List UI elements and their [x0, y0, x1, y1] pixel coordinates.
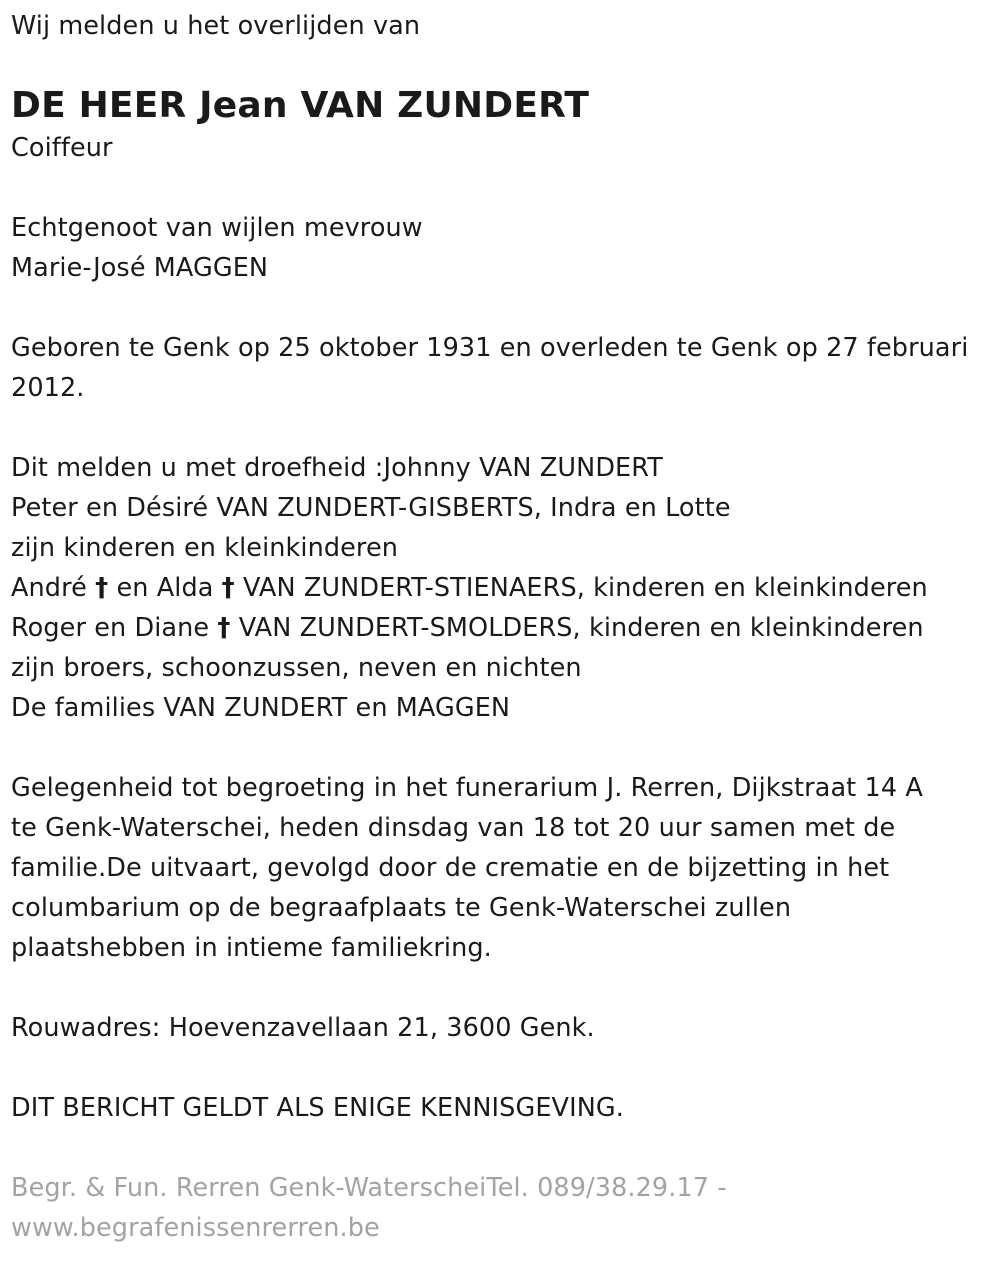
cross-icon: † [95, 573, 109, 603]
family-line-6: zijn broers, schoonzussen, neven en nichten [11, 653, 582, 683]
spacer [11, 288, 996, 328]
funeral-address: Rouwadres: Hoevenzavellaan 21, 3600 Genk. [11, 1013, 595, 1043]
family-line-3: zijn kinderen en kleinkinderen [11, 533, 398, 563]
family-line-4-part-2: en Alda [116, 573, 214, 603]
cross-icon: † [217, 613, 231, 643]
family-line-2: Peter en Désiré VAN ZUNDERT-GISBERTS, Indra en Lotte [11, 493, 731, 523]
deceased-name: DE HEER Jean VAN ZUNDERT [11, 85, 590, 126]
spacer [11, 728, 996, 768]
funeral-home-website: www.begrafenissenrerren.be [11, 1213, 380, 1243]
spacer [11, 1048, 996, 1088]
visitation-line-2: te Genk-Waterschei, heden dinsdag van 18 tot 20 uur samen met de [11, 813, 896, 843]
spacer [11, 1128, 996, 1168]
family-line-5 [11, 608, 996, 648]
cross-icon: † [221, 573, 235, 603]
family-line-4-part-3: VAN ZUNDERT-STIENAERS, kinderen en kleinkinderen [243, 573, 928, 603]
family-line-1: Dit melden u met droefheid :Johnny VAN ZUNDERT [11, 453, 663, 483]
birth-death-line-2: 2012. [11, 373, 85, 403]
notice-text: DIT BERICHT GELDT ALS ENIGE KENNISGEVING. [11, 1093, 624, 1123]
spouse-line-2: Marie-José MAGGEN [11, 253, 269, 283]
visitation-line-5: plaatshebben in intieme familiekring. [11, 933, 492, 963]
family-line-4 [11, 568, 996, 608]
spacer [11, 968, 996, 1008]
spacer [11, 408, 996, 448]
funeral-home-info: Begr. & Fun. Rerren Genk-WaterscheiTel. 089/38.29.17 - [11, 1173, 727, 1203]
profession: Coiffeur [11, 133, 113, 163]
obituary-notice [11, 6, 996, 1248]
visitation-line-3: familie.De uitvaart, gevolgd door de crematie en de bijzetting in het [11, 853, 890, 883]
family-line-4-part-1: André [11, 573, 87, 603]
intro-text: Wij melden u het overlijden van [11, 11, 421, 41]
visitation-line-1: Gelegenheid tot begroeting in het funerarium J. Rerren, Dijkstraat 14 A [11, 773, 923, 803]
family-line-5-part-2: VAN ZUNDERT-SMOLDERS, kinderen en kleinkinderen [238, 613, 924, 643]
birth-death-line-1: Geboren te Genk op 25 oktober 1931 en overleden te Genk op 27 februari [11, 333, 969, 363]
spacer [11, 168, 996, 208]
family-line-5-part-1: Roger en Diane [11, 613, 210, 643]
family-line-7: De families VAN ZUNDERT en MAGGEN [11, 693, 511, 723]
visitation-line-4: columbarium op de begraafplaats te Genk-Waterschei zullen [11, 893, 792, 923]
spouse-line-1: Echtgenoot van wijlen mevrouw [11, 213, 423, 243]
